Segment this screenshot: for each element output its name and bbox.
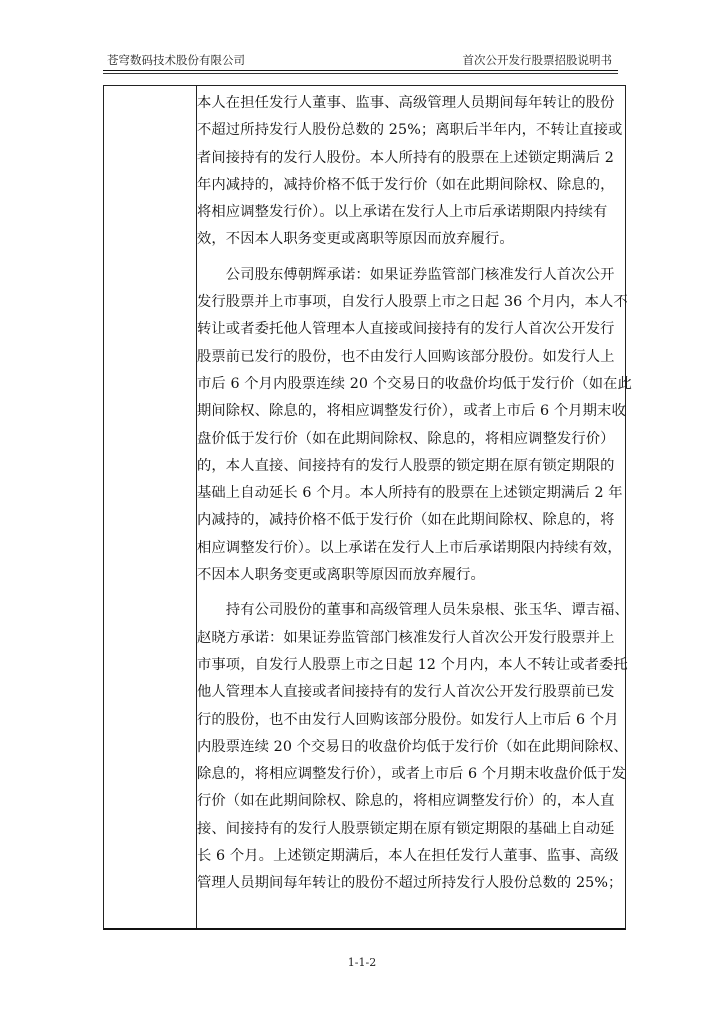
text-line: 内股票连续 20 个交易日的收盘价均低于发行价（如在此期间除权、 bbox=[197, 738, 628, 755]
text-line: 市事项，自发行人股票上市之日起 12 个月内，本人不转让或者委托 bbox=[197, 656, 628, 673]
text-line: 本人在担任发行人董事、监事、高级管理人员期间每年转让的股份 bbox=[197, 95, 615, 111]
text-line: 效，不因本人职务变更或离职等原因而放弃履行。 bbox=[197, 231, 514, 248]
text-line: 行价（如在此期间除权、除息的，将相应调整发行价）的，本人直 bbox=[197, 793, 615, 810]
text-line: 盘价低于发行价（如在此期间除权、除息的，将相应调整发行价） bbox=[197, 430, 615, 447]
text-line: 接、间接持有的发行人股票锁定期在原有锁定期限的基础上自动延 bbox=[197, 820, 615, 837]
text-line: 持有公司股份的董事和高级管理人员朱泉根、张玉华、谭吉福、 bbox=[197, 602, 629, 619]
paragraph bbox=[197, 90, 625, 254]
header-company-name: 苍穹数码技术股份有限公司 bbox=[107, 53, 245, 67]
text-line: 行的股份，也不由发行人回购该部分股份。如发行人上市后 6 个月 bbox=[197, 711, 619, 728]
text-line: 管理人员期间每年转让的股份不超过所持发行人股份总数的 25%； bbox=[197, 875, 623, 892]
text-line: 者间接持有的发行人股份。本人所持有的股票在上述锁定期满后 2 bbox=[197, 149, 614, 166]
text-line: 除息的，将相应调整发行价），或者上市后 6 个月期末收盘价低于发 bbox=[197, 766, 626, 783]
text-line: 赵晓方承诺：如果证券监管部门核准发行人首次公开发行股票并上 bbox=[197, 629, 615, 646]
text-line: 相应调整发行价）。以上承诺在发行人上市后承诺期限内持续有效， bbox=[197, 539, 622, 556]
commitment-table bbox=[103, 85, 632, 930]
paragraph-gap bbox=[197, 254, 625, 262]
text-line: 将相应调整发行价）。以上承诺在发行人上市后承诺期限内持续有 bbox=[197, 204, 608, 221]
text-line: 的，本人直接、间接持有的发行人股票的锁定期在原有锁定期限的 bbox=[197, 457, 615, 474]
paragraph bbox=[197, 597, 629, 897]
header-rule-thick bbox=[103, 70, 618, 71]
page-number: 1-1-2 bbox=[347, 956, 377, 969]
table-content-cell bbox=[197, 90, 632, 898]
text-line: 年内减持的，减持价格不低于发行价（如在此期间除权、除息的， bbox=[197, 176, 615, 193]
text-line: 长 6 个月。上述锁定期满后，本人在担任发行人董事、监事、高级 bbox=[197, 848, 619, 865]
header-rule-thin bbox=[103, 73, 618, 74]
text-line: 基础上自动延长 6 个月。本人所持有的股票在上述锁定期满后 2 年 bbox=[197, 485, 623, 502]
text-line: 股票前已发行的股份，也不由发行人回购该部分股份。如发行人上 bbox=[197, 348, 615, 365]
text-line: 他人管理本人直接或者间接持有的发行人首次公开发行股票前已发 bbox=[197, 684, 615, 701]
running-header bbox=[103, 52, 616, 72]
text-line: 期间除权、除息的，将相应调整发行价），或者上市后 6 个月期末收 bbox=[197, 403, 626, 420]
text-line: 公司股东傅朝辉承诺：如果证券监管部门核准发行人首次公开 bbox=[197, 266, 615, 283]
text-line: 市后 6 个月内股票连续 20 个交易日的收盘价均低于发行价（如在此 bbox=[197, 375, 632, 392]
text-line: 发行股票并上市事项，自发行人股票上市之日起 36 个月内，本人不 bbox=[197, 294, 628, 311]
paragraph-gap bbox=[197, 589, 625, 597]
text-line: 转让或者委托他人管理本人直接或间接持有的发行人首次公开发行 bbox=[197, 321, 615, 338]
paragraph bbox=[197, 262, 632, 590]
text-line: 不超过所持发行人股份总数的 25%；离职后半年内，不转让直接或 bbox=[197, 122, 623, 139]
text-line: 内减持的，减持价格不低于发行价（如在此期间除权、除息的，将 bbox=[197, 512, 615, 529]
text-line: 不因本人职务变更或离职等原因而放弃履行。 bbox=[197, 567, 485, 584]
header-document-title: 首次公开发行股票招股说明书 bbox=[462, 53, 612, 67]
